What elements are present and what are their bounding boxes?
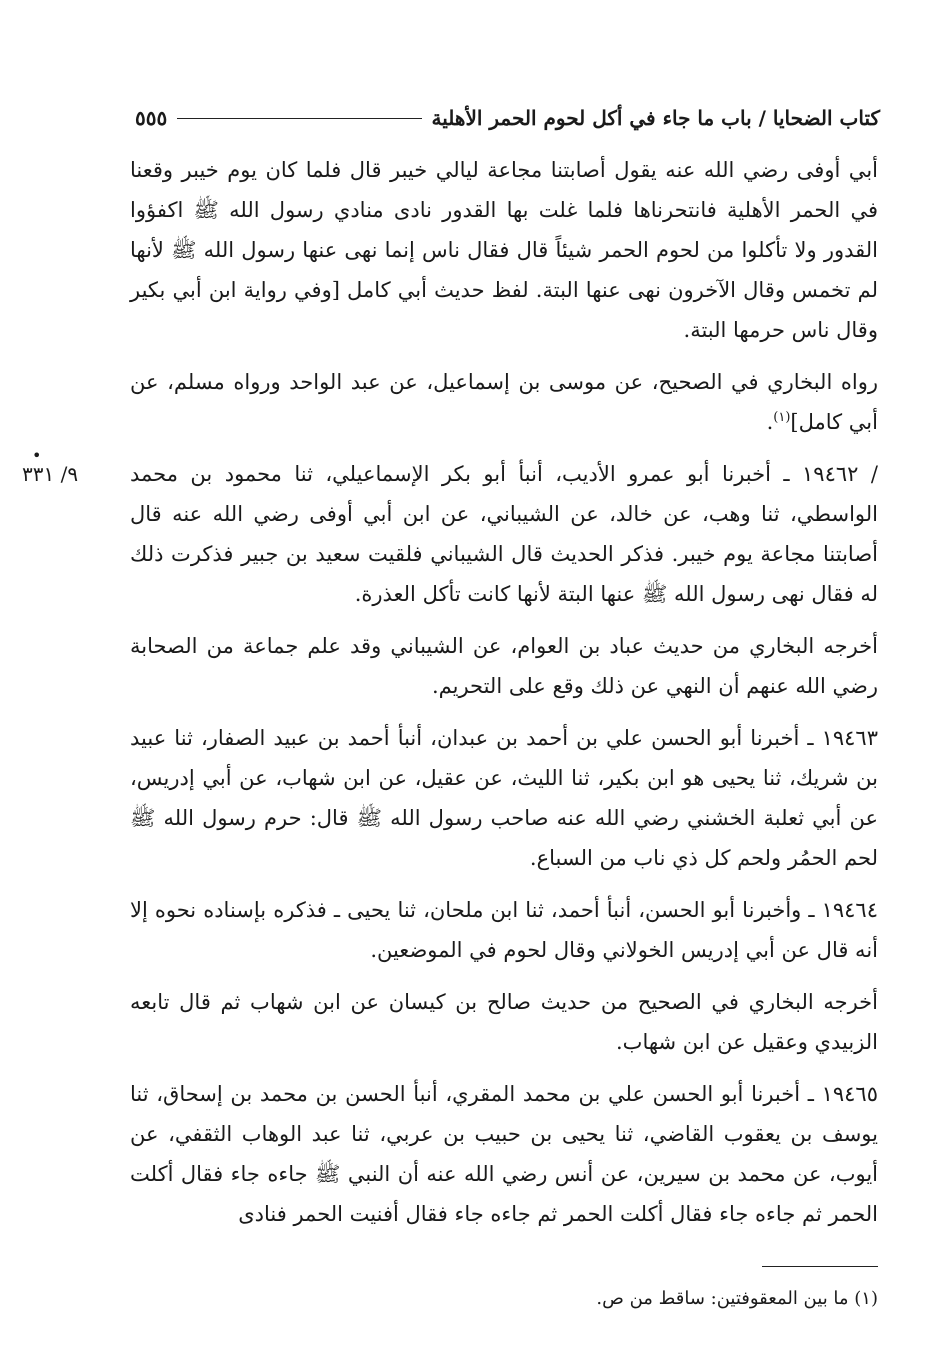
hadith-19462: / ١٩٤٦٢ ـ أخبرنا أبو عمرو الأديب، أنبأ أبو بكر الإسماعيلي، ثنا محمود بن محمد الواسطي، ثنا وهب، عن خالد، عن الشيباني، عن ابن أبي أوفى رضي الله عنه قال أصابتنا مجاعة يوم خيبر. فذكر الحديث قال الشيباني فلقيت سعيد بن جبير فذكرت ذلك له فقال نهى رسول الله ﷺ عنها البتة لأنها كانت تأكل العذرة. <box>130 462 878 606</box>
hadith-19464: ١٩٤٦٤ ـ وأخبرنا أبو الحسن، أنبأ أحمد، ثنا ابن ملحان، ثنا يحيى ـ فذكره بإسناده نحوه إلا أنه قال عن أبي إدريس الخولاني وقال لحوم في الموضعين. <box>130 898 878 962</box>
paragraph-2-end: . <box>766 410 774 434</box>
paragraph-2 <box>130 362 878 442</box>
paragraph-takhrij-1: أخرجه البخاري من حديث عباد بن العوام، عن الشيباني وقد علم جماعة من الصحابة رضي الله عنهم أن النهي عن ذلك وقع على التحريم. <box>130 634 878 698</box>
page-number: ٥٥٥ <box>135 106 168 130</box>
header-title: كتاب الضحايا / باب ما جاء في أكل لحوم الحمر الأهلية <box>431 106 880 130</box>
margin-volume-page-reference: ٩/ ٣٣١ <box>22 462 79 486</box>
footnote-marker: (١) <box>773 410 791 425</box>
footnote-separator <box>762 1266 878 1267</box>
hadith-19465: ١٩٤٦٥ ـ أخبرنا أبو الحسن علي بن محمد المقري، أنبأ الحسن بن محمد بن إسحاق، ثنا يوسف بن يعقوب القاضي، ثنا يحيى بن حبيب بن عربي، ثنا عبد الوهاب الثقفي، عن أيوب، عن محمد بن سيرين، عن أنس رضي الله عنه أن النبي ﷺ جاءه جاء فقال أكلت الحمر ثم جاءه جاء فقال أكلت الحمر ثم جاءه جاء فقال أفنيت الحمر فنادى <box>130 1082 878 1226</box>
paragraph-2-text: رواه البخاري في الصحيح، عن موسى بن إسماعيل، عن عبد الواحد ورواه مسلم، عن أبي كامل] <box>130 370 878 434</box>
running-header <box>135 98 880 138</box>
footnote: (١) ما بين المعقوفتين: ساقط من ص. <box>596 1288 878 1309</box>
margin-dot: • <box>32 446 42 465</box>
main-text <box>130 150 878 1246</box>
paragraph-takhrij-2: أخرجه البخاري في الصحيح من حديث صالح بن كيسان عن ابن شهاب ثم قال تابعه الزبيدي وعقيل عن ابن شهاب. <box>130 990 878 1054</box>
header-rule <box>177 118 421 119</box>
hadith-19463: ١٩٤٦٣ ـ أخبرنا أبو الحسن علي بن أحمد بن عبدان، أنبأ أحمد بن عبيد الصفار، ثنا عبيد بن شريك، ثنا يحيى هو ابن بكير، ثنا الليث، عن عقيل، عن ابن شهاب، عن أبي إدريس، عن أبي ثعلبة الخشني رضي الله عنه صاحب رسول الله ﷺ قال: حرم رسول الله ﷺ لحم الحمُر ولحم كل ذي ناب من السباع. <box>130 726 878 870</box>
paragraph-1: أبي أوفى رضي الله عنه يقول أصابتنا مجاعة ليالي خيبر قال فلما كان يوم خيبر وقعنا في الحمر الأهلية فانتحرناها فلما غلت بها القدور نادى منادي رسول الله ﷺ اكفؤوا القدور ولا تأكلوا من لحوم الحمر شيئاً قال فقال ناس إنما نهى عنها رسول الله ﷺ لأنها لم تخمس وقال الآخرون نهى عنها البتة. لفظ حديث أبي كامل [وفي رواية ابن أبي بكير وقال ناس حرمها البتة. <box>130 158 878 342</box>
